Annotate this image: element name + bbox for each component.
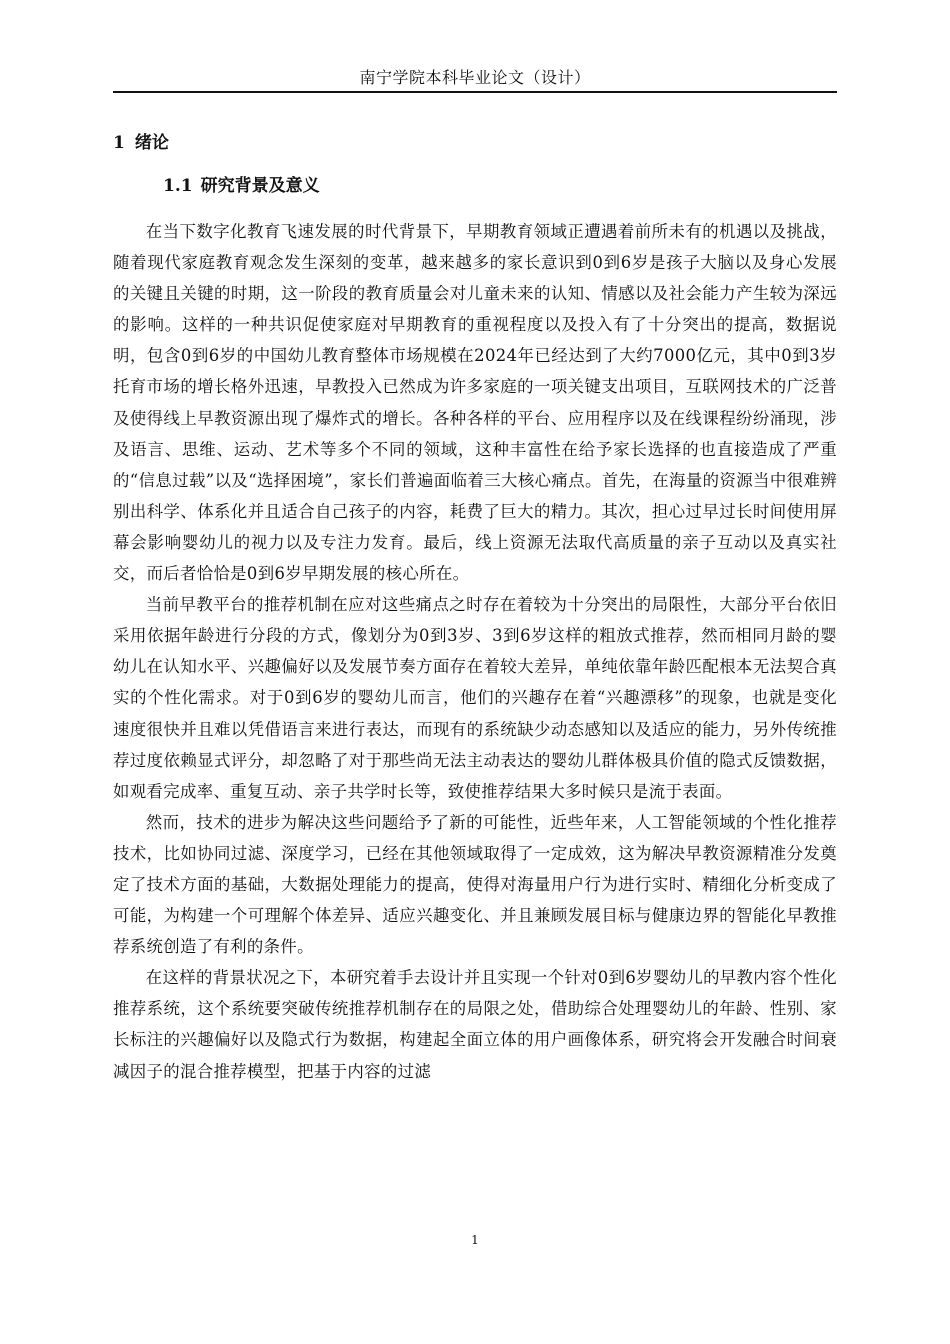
section-title: 研究背景及意义 xyxy=(200,176,320,196)
chapter-number: 1 xyxy=(113,133,125,153)
header-title: 南宁学院本科毕业论文（设计） xyxy=(359,68,591,87)
section-heading xyxy=(163,173,320,199)
page-number: 1 xyxy=(471,1233,479,1247)
chapter-heading xyxy=(113,130,169,156)
header-rule xyxy=(113,91,837,93)
section-number: 1.1 xyxy=(163,176,193,196)
paragraph-3: 然而，技术的进步为解决这些问题给予了新的可能性，近些年来，人工智能领域的个性化推荐技术，比如协同过滤、深度学习，已经在其他领域取得了一定成效，这为解决早教资源精准分发奠定了技术方面的基础，大数据处理能力的提高，使得对海量用户行为进行实时、精细化分析变成了可能，为构建一个可理解个体差异、适应兴趣变化、并且兼顾发展目标与健康边界的智能化早教推荐系统创造了有利的条件。 xyxy=(113,812,837,957)
paragraph-1: 在当下数字化教育飞速发展的时代背景下，早期教育领域正遭遇着前所未有的机遇以及挑战，随着现代家庭教育观念发生深刻的变革，越来越多的家长意识到0到6岁是孩子大脑以及身心发展的关键且关键的时期，这一阶段的教育质量会对儿童未来的认知、情感以及社会能力产生较为深远的影响。这样的一种共识促使家庭对早期教育的重视程度以及投入有了十分突出的提高，数据说明，包含0到6岁的中国幼儿教育整体市场规模在2024年已经达到了大约7000亿元，其中0到3岁托育市场的增长格外迅速，早教投入已然成为许多家庭的一项关键支出项目，互联网技术的广泛普及使得线上早教资源出现了爆炸式的增长。各种各样的平台、应用程序以及在线课程纷纷涌现，涉及语言、思维、运动、艺术等多个不同的领域，这种丰富性在给予家长选择的也直接造成了严重的“信息过载”以及“选择困境”，家长们普遍面临着三大核心痛点。首先，在海量的资源当中很难辨别出科学、体系化并且适合自己孩子的内容，耗费了巨大的精力。其次，担心过早过长时间使用屏幕会影响婴幼儿的视力以及专注力发育。最后，线上资源无法取代高质量的亲子互动以及真实社交，而后者恰恰是0到6岁早期发展的核心所在。 xyxy=(113,222,837,584)
page-header xyxy=(113,64,837,92)
chapter-title: 绪论 xyxy=(134,133,169,153)
paragraph-4: 在这样的背景状况之下，本研究着手去设计并且实现一个针对0到6岁婴幼儿的早教内容个性化推荐系统，这个系统要突破传统推荐机制存在的局限之处，借助综合处理婴幼儿的年龄、性别、家长标注的兴趣偏好以及隐式行为数据，构建起全面立体的用户画像体系，研究将会开发融合时间衰减因子的混合推荐模型，把基于内容的过滤 xyxy=(113,968,837,1081)
body-text xyxy=(113,216,837,1087)
paragraph-2: 当前早教平台的推荐机制在应对这些痛点之时存在着较为十分突出的局限性，大部分平台依旧采用依据年龄进行分段的方式，像划分为0到3岁、3到6岁这样的粗放式推荐，然而相同月龄的婴幼儿在认知水平、兴趣偏好以及发展节奏方面存在着较大差异，单纯依靠年龄匹配根本无法契合真实的个性化需求。对于0到6岁的婴幼儿而言，他们的兴趣存在着“兴趣漂移”的现象，也就是变化速度很快并且难以凭借语言来进行表达，而现有的系统缺少动态感知以及适应的能力，另外传统推荐过度依赖显式评分，却忽略了对于那些尚无法主动表达的婴幼儿群体极具价值的隐式反馈数据，如观看完成率、重复互动、亲子共学时长等，致使推荐结果大多时候只是流于表面。 xyxy=(113,595,837,801)
